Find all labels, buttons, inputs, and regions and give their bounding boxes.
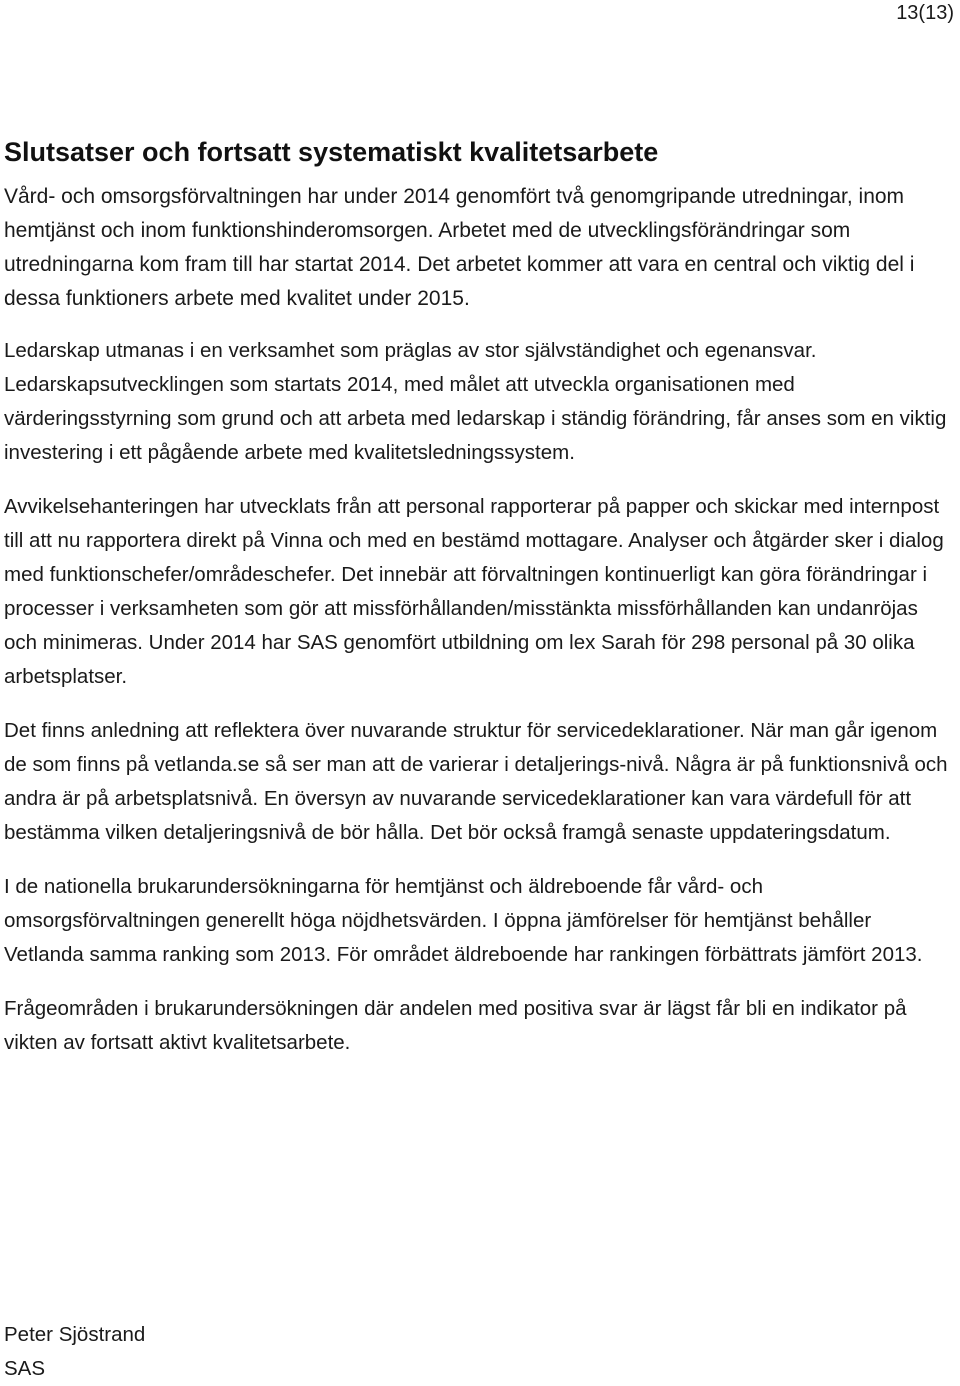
paragraph-utredningar: Vård- och omsorgsförvaltningen har under 2014 genomfört två genomgripande utredningar, inom hemtjänst och inom funktionshinderomsorgen. Arbetet med de utvecklingsförändringar som utredningarna kom fram till har startat 2014. Det arbetet kommer att vara en central och viktig del i dessa funktioners arbete med kvalitet under 2015. (4, 185, 915, 310)
signature-name: Peter Sjöstrand (4, 1323, 146, 1346)
document-body (4, 134, 956, 1080)
paragraph-ledarskap-intro: Ledarskap utmanas i en verksamhet som präglas av stor självständighet och egenansvar. (4, 339, 817, 362)
section-heading: Slutsatser och fortsatt systematiskt kvalitetsarbete (4, 137, 659, 167)
paragraph-avvikelsehantering: Avvikelsehanteringen har utvecklats från att personal rapporterar på papper och skickar med internpost till att nu rapportera direkt på Vinna och med en bestämd mottagare. Analyser och åtgärder sker i dialog med funktionschefer/områdeschefer. Det innebär att förvaltningen kontinuerligt kan göra förändringar i processer i verksamheten som gör att missförhållanden/misstänkta missförhållanden kan undanröjas och minimeras. Under 2014 har SAS genomfört utbildning om lex Sarah för 298 personal på 30 olika arbetsplatser. (4, 495, 944, 688)
paragraph-servicedeklarationer: Det finns anledning att reflektera över nuvarande struktur för servicedeklarationer. När man går igenom de som finns på vetlanda.se så ser man att de varierar i detaljerings-nivå. Några är på funktionsnivå och andra är på arbetsplatsnivå. En översyn av nuvarande servicedeklarationer kan vara värdefull för att bestämma vilken detaljeringsnivå de bör hålla. Det bör också framgå senaste uppdateringsdatum. (4, 719, 948, 844)
page-number: 13(13) (896, 2, 954, 24)
paragraph-ledarskapsutveckling: Ledarskapsutvecklingen som startats 2014, med målet att utveckla organisationen med värderingsstyrning som grund och att arbeta med ledarskap i ständig förändring, får anses som en viktig investering i ett pågående arbete med kvalitetsledningssystem. (4, 373, 947, 464)
signature-block (4, 1318, 145, 1386)
paragraph-frageomraden: Frågeområden i brukarundersökningen där andelen med positiva svar är lägst får bli en indikator på vikten av fortsatt aktivt kvalitetsarbete. (4, 997, 907, 1054)
paragraph-brukarundersokningar: I de nationella brukarundersökningarna för hemtjänst och äldreboende får vård- och omsorgsförvaltningen generellt höga nöjdhetsvärden. I öppna jämförelser för hemtjänst behåller Vetlanda samma ranking som 2013. För området äldreboende har rankingen förbättrats jämfört 2013. (4, 875, 923, 966)
signature-title: SAS (4, 1357, 46, 1380)
